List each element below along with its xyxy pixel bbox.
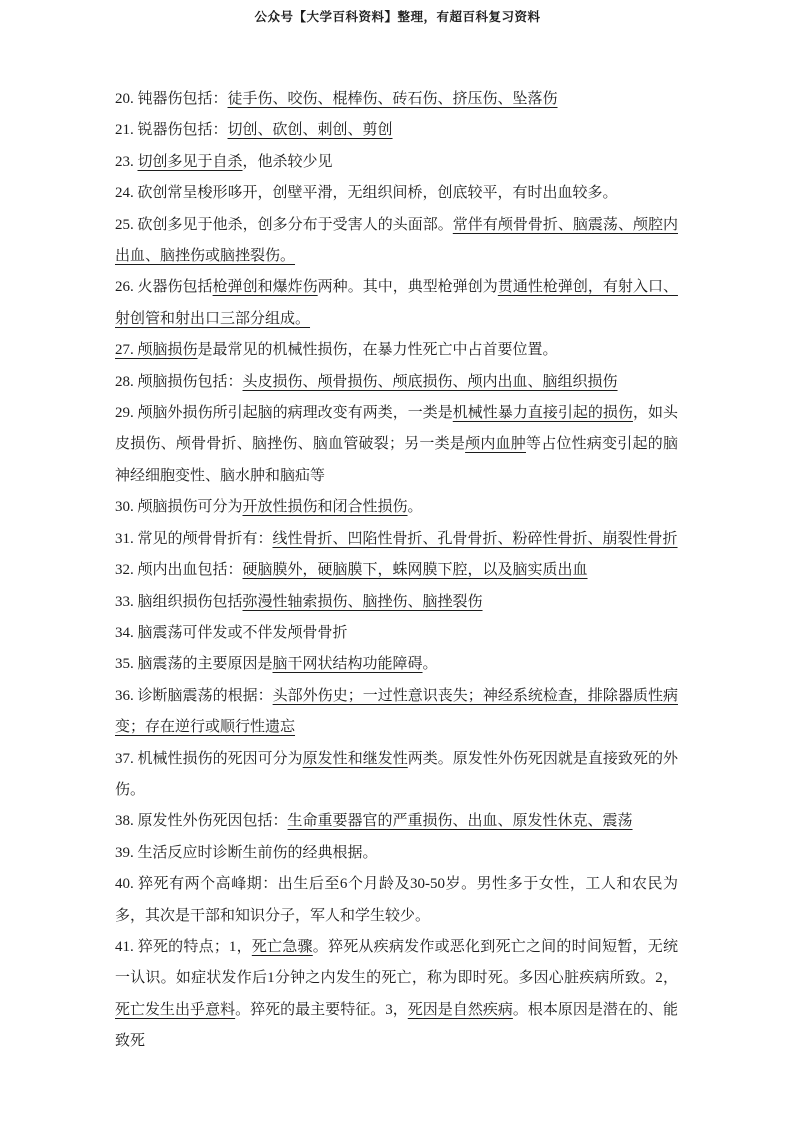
note-item [115, 618, 678, 649]
note-item [115, 272, 678, 335]
note-item [115, 744, 678, 807]
note-item [115, 524, 678, 555]
plain-text: 39. 生活反应时诊断生前伤的经典根据。 [115, 844, 378, 861]
note-item [115, 178, 678, 209]
plain-text: 34. 脑震荡可伴发或不伴发颅骨骨折 [115, 624, 348, 641]
plain-text: 30. 颅脑损伤可分为 [115, 499, 243, 516]
underlined-text: 死亡急骤 [251, 938, 313, 955]
note-item [115, 210, 678, 273]
note-item [115, 147, 678, 178]
underlined-text: 头皮损伤、颅骨损伤、颅底损伤、颅内出血、脑组织损伤 [242, 373, 618, 390]
plain-text: 41. 猝死的特点；1， [115, 938, 252, 955]
plain-text: ，他杀较少见 [242, 153, 333, 170]
plain-text: 两种。其中，典型枪弹创为 [317, 279, 498, 296]
underlined-text: 颅内血肿 [465, 436, 526, 453]
underlined-text: 头部外伤史；一过性意识丧失；神经系统检查，排除器质性病变；存在逆行或顺行性遗忘 [115, 687, 678, 736]
plain-text: 23. [115, 153, 138, 170]
underlined-text: 原发性和继发性 [302, 750, 408, 767]
plain-text: 29. 颅脑外损伤所引起脑的病理改变有两类，一类是 [115, 405, 453, 422]
plain-text: 36. 诊断脑震荡的根据： [115, 687, 273, 704]
note-item [115, 335, 678, 366]
plain-text: 25. 砍创多见于他杀，创多分布于受害人的头面部。 [115, 216, 453, 233]
page-header: 公众号【大学百科资料】整理，有超百科复习资料 [254, 10, 541, 24]
document-body [115, 84, 678, 1058]
note-item [115, 932, 678, 1058]
plain-text: 等占位性病变引起的脑神经细胞变性、脑水肿和脑疝等 [115, 436, 678, 484]
plain-text: 。 [422, 656, 438, 673]
underlined-text: 枪弹创和爆炸伤 [212, 279, 318, 296]
plain-text: 33. 脑组织损伤包括 [115, 593, 243, 610]
plain-text: 26. 火器伤包括 [115, 279, 213, 296]
underlined-text: 机械性暴力直接引起的损伤 [452, 405, 633, 422]
underlined-text: 徒手伤、咬伤、棍棒伤、砖石伤、挤压伤、坠落伤 [227, 91, 558, 107]
note-item [115, 869, 678, 932]
underlined-text: 死因是自然疾病 [407, 1001, 513, 1018]
note-item [115, 367, 678, 398]
note-item [115, 115, 678, 146]
plain-text: 。猝死的最主要特征。3， [235, 1001, 408, 1018]
underlined-text: 切创多见于自杀 [137, 153, 243, 170]
plain-text: 32. 颅内出血包括： [115, 562, 243, 579]
note-item [115, 84, 678, 115]
plain-text: 21. 锐器伤包括： [115, 122, 228, 139]
plain-text: 38. 原发性外伤死因包括： [115, 813, 288, 830]
plain-text: 20. 钝器伤包括： [115, 91, 228, 107]
note-item [115, 838, 678, 869]
plain-text: 。 [407, 499, 423, 516]
note-item [115, 806, 678, 837]
plain-text: 两类。原发性外伤死因就是直接致死的外伤。 [115, 750, 678, 798]
underlined-text: 27. 颅脑损伤 [115, 342, 198, 359]
plain-text: 24. 砍创常呈梭形哆开，创壁平滑，无组织间桥，创底较平，有时出血较多。 [115, 185, 618, 202]
underlined-text: 开放性损伤和闭合性损伤 [242, 499, 408, 516]
plain-text: ，如头皮损伤、颅骨骨折、脑挫伤、脑血管破裂；另一类是 [115, 405, 678, 453]
plain-text: 是最常见的机械性损伤，在暴力性死亡中占首要位置。 [197, 342, 558, 359]
note-item [115, 681, 678, 744]
plain-text: 。根本原因是潜在的、能致死 [115, 1001, 678, 1050]
plain-text: 35. 脑震荡的主要原因是 [115, 656, 273, 673]
note-item [115, 492, 678, 523]
plain-text: 40. 猝死有两个高峰期：出生后至6个月龄及30-50岁。男性多于女性，工人和农民为多，其次是干部和知识分子，军人和学生较少。 [115, 876, 678, 924]
note-item [115, 555, 678, 586]
underlined-text: 生命重要器官的严重损伤、出血、原发性休克、震荡 [287, 813, 633, 830]
underlined-text: 死亡发生出乎意料 [115, 1001, 236, 1018]
underlined-text: 常伴有颅骨骨折、脑震荡、颅腔内出血、脑挫伤或脑挫裂伤。 [115, 216, 678, 265]
underlined-text: 贯通性枪弹创，有射入口、射创管和射出口三部分组成。 [115, 279, 678, 327]
underlined-text: 脑干网状结构功能障碍 [272, 656, 423, 673]
note-item [115, 398, 678, 492]
plain-text: 31. 常见的颅骨骨折有： [115, 530, 273, 547]
underlined-text: 硬脑膜外，硬脑膜下，蛛网膜下腔，以及脑实质出血 [242, 562, 588, 579]
plain-text: 37. 机械性损伤的死因可分为 [115, 750, 303, 767]
underlined-text: 弥漫性轴索损伤、脑挫伤、脑挫裂伤 [242, 593, 483, 610]
underlined-text: 切创、砍创、刺创、剪创 [227, 122, 393, 139]
underlined-text: 线性骨折、凹陷性骨折、孔骨骨折、粉碎性骨折、崩裂性骨折 [272, 530, 678, 547]
plain-text: 。猝死从疾病发作或恶化到死亡之间的时间短暂，无统一认识。如症状发作后1分钟之内发生的死亡，称为即时死。多因心脏疾病所致。2， [115, 938, 678, 987]
plain-text: 28. 颅脑损伤包括： [115, 373, 243, 390]
note-item [115, 649, 678, 680]
note-item [115, 587, 678, 618]
